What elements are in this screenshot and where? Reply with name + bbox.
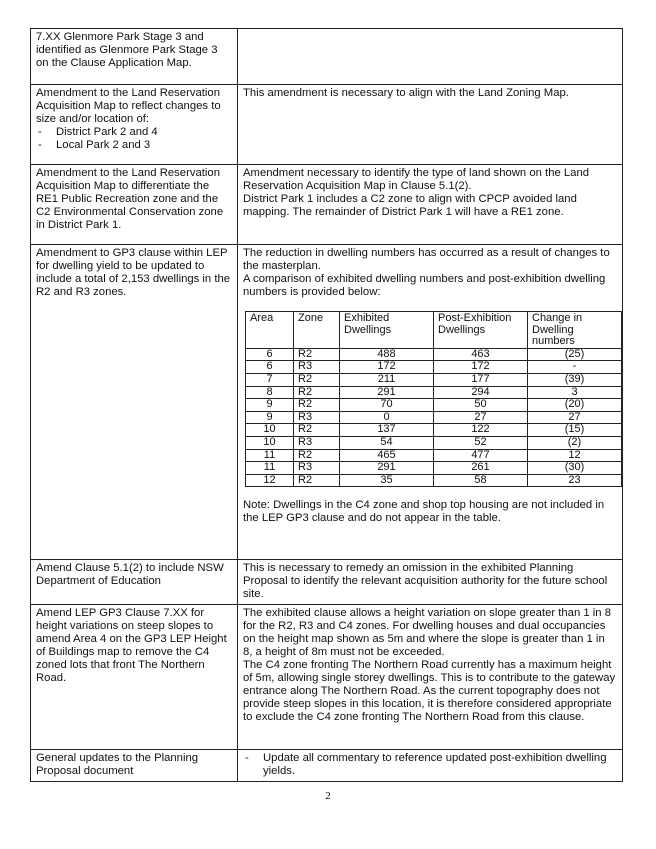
cell-post-exhibition: 172	[434, 361, 528, 374]
row-1-left: 7.XX Glenmore Park Stage 3 and identified as Glenmore Park Stage 3 on the Clause Application Map.	[31, 29, 238, 85]
header-exhibited: Exhibited Dwellings	[340, 312, 434, 349]
cell-change: (25)	[528, 348, 622, 361]
row-5-left: Amend Clause 5.1(2) to include NSW Department of Education	[31, 560, 238, 605]
cell-zone: R2	[294, 399, 340, 412]
amendments-table	[30, 28, 623, 782]
cell-change: (20)	[528, 399, 622, 412]
cell-change: 3	[528, 386, 622, 399]
cell-area: 10	[246, 436, 294, 449]
table-row	[31, 750, 623, 782]
cell-change: 12	[528, 449, 622, 462]
cell-change: (39)	[528, 373, 622, 386]
cell-exhibited: 54	[340, 436, 434, 449]
cell-exhibited: 0	[340, 411, 434, 424]
cell-change: 23	[528, 474, 622, 487]
row-6-left: Amend LEP GP3 Clause 7.XX for height variations on steep slopes to amend Area 4 on the GP3 LEP Height of Buildings map to remove the C4 zoned lots that front The Northern Road.	[31, 605, 238, 750]
cell-exhibited: 211	[340, 373, 434, 386]
cell-exhibited: 137	[340, 424, 434, 437]
row-7-right	[238, 750, 623, 782]
table-row	[31, 85, 623, 165]
table-row	[246, 373, 622, 386]
table-row	[246, 424, 622, 437]
cell-post-exhibition: 294	[434, 386, 528, 399]
cell-area: 6	[246, 348, 294, 361]
table-row	[246, 462, 622, 475]
cell-area: 11	[246, 449, 294, 462]
cell-exhibited: 291	[340, 386, 434, 399]
cell-zone: R2	[294, 386, 340, 399]
cell-post-exhibition: 463	[434, 348, 528, 361]
cell-zone: R2	[294, 373, 340, 386]
cell-area: 6	[246, 361, 294, 374]
cell-zone: R2	[294, 348, 340, 361]
cell-exhibited: 291	[340, 462, 434, 475]
row-4-right: The reduction in dwelling numbers has occurred as a result of changes to the masterplan. A comparison of exhibited dwelling numbers and post-exhibition dwelling numbers is provided below: Area Zone Exhibited Dwellings Post-Exhibition Dwellings Change in Dwelling numbers 6 R2 488 463 (25) 6 R3 172 172 - 7 R2 211 177 (39) 8 R2 291 294 3 9 R2 70 50 (20) 9 R3 0 27 27 10 R2 137 122 (15) 10 R3 54 52 (2) 11 R2 465 477 12 11 R3 291 261 (30) 12 R2 35 58 23 Note: Dwellings in the C4 zone and shop top housing are not included in the LEP GP3 clause and do not appear in the table.	[238, 245, 623, 560]
table-header-row	[246, 312, 622, 349]
table-row	[246, 361, 622, 374]
row-1-right	[238, 29, 623, 85]
header-area: Area	[246, 312, 294, 349]
cell-exhibited: 70	[340, 399, 434, 412]
table-row	[246, 411, 622, 424]
table-row	[246, 348, 622, 361]
row-2-right: This amendment is necessary to align with the Land Zoning Map.	[238, 85, 623, 165]
cell-exhibited: 465	[340, 449, 434, 462]
cell-post-exhibition: 52	[434, 436, 528, 449]
cell-zone: R2	[294, 449, 340, 462]
update-list	[243, 752, 617, 778]
cell-exhibited: 488	[340, 348, 434, 361]
row-2-left: Amendment to the Land Reservation Acquisition Map to reflect changes to size and/or location of: - District Park 2 and 4 - Local Park 2 and 3	[31, 85, 238, 165]
row-3-left: Amendment to the Land Reservation Acquisition Map to differentiate the RE1 Public Recreation zone and the C2 Environmental Conservation zone in District Park 1.	[31, 165, 238, 245]
cell-change: (30)	[528, 462, 622, 475]
cell-change: (15)	[528, 424, 622, 437]
row-7-left: General updates to the Planning Proposal document	[31, 750, 238, 782]
cell-area: 9	[246, 411, 294, 424]
cell-area: 8	[246, 386, 294, 399]
table-row	[246, 386, 622, 399]
list-item: - Update all commentary to reference updated post-exhibition dwelling yields.	[243, 752, 617, 778]
list-item: - District Park 2 and 4	[36, 126, 232, 139]
table-row	[246, 449, 622, 462]
cell-post-exhibition: 261	[434, 462, 528, 475]
table-row	[246, 436, 622, 449]
row-4-left: Amendment to GP3 clause within LEP for dwelling yield to be updated to include a total of 2,153 dwellings in the R2 and R3 zones.	[31, 245, 238, 560]
list-item: - Local Park 2 and 3	[36, 139, 232, 152]
header-post-exhibition: Post-Exhibition Dwellings	[434, 312, 528, 349]
cell-post-exhibition: 58	[434, 474, 528, 487]
cell-post-exhibition: 477	[434, 449, 528, 462]
cell-exhibited: 172	[340, 361, 434, 374]
cell-zone: R3	[294, 462, 340, 475]
row-6-right: The exhibited clause allows a height variation on slope greater than 1 in 8 for the R2, R3 and C4 zones. For dwelling houses and dual occupancies on the height map shown as 5m and where the slope is greater than 1 in 8, a height of 8m must not be exceeded. The C4 zone fronting The Northern Road currently has a maximum height of 5m, allowing single storey dwellings. This is to contribute to the gateway entrance along The Northern Road. As the current topography does not provide steep slopes in this location, it is therefore considered appropriate to exclude the C4 zone fronting The Northern Road from this clause.	[238, 605, 623, 750]
park-list	[36, 126, 232, 152]
table-row	[31, 605, 623, 750]
cell-change: 27	[528, 411, 622, 424]
page-number: 2	[325, 790, 331, 802]
dwelling-comparison-table	[245, 311, 622, 487]
cell-area: 7	[246, 373, 294, 386]
cell-area: 12	[246, 474, 294, 487]
cell-area: 9	[246, 399, 294, 412]
cell-post-exhibition: 177	[434, 373, 528, 386]
row-3-right: Amendment necessary to identify the type of land shown on the Land Reservation Acquisition Map in Clause 5.1(2). District Park 1 includes a C2 zone to align with CPCP avoided land mapping. The remainder of District Park 1 will have a RE1 zone.	[238, 165, 623, 245]
cell-zone: R3	[294, 361, 340, 374]
table-row	[246, 399, 622, 412]
cell-zone: R3	[294, 436, 340, 449]
dwelling-table-body	[246, 348, 622, 487]
cell-post-exhibition: 50	[434, 399, 528, 412]
cell-post-exhibition: 122	[434, 424, 528, 437]
table-row	[246, 474, 622, 487]
table-row	[31, 560, 623, 605]
header-zone: Zone	[294, 312, 340, 349]
header-change: Change in Dwelling numbers	[528, 312, 622, 349]
cell-post-exhibition: 27	[434, 411, 528, 424]
cell-zone: R3	[294, 411, 340, 424]
cell-change: -	[528, 361, 622, 374]
cell-change: (2)	[528, 436, 622, 449]
table-row	[31, 29, 623, 85]
cell-area: 10	[246, 424, 294, 437]
cell-area: 11	[246, 462, 294, 475]
table-row	[31, 165, 623, 245]
cell-exhibited: 35	[340, 474, 434, 487]
table-row	[31, 245, 623, 560]
row-5-right: This is necessary to remedy an omission in the exhibited Planning Proposal to identify the relevant acquisition authority for the future school site.	[238, 560, 623, 605]
cell-zone: R2	[294, 474, 340, 487]
cell-zone: R2	[294, 424, 340, 437]
